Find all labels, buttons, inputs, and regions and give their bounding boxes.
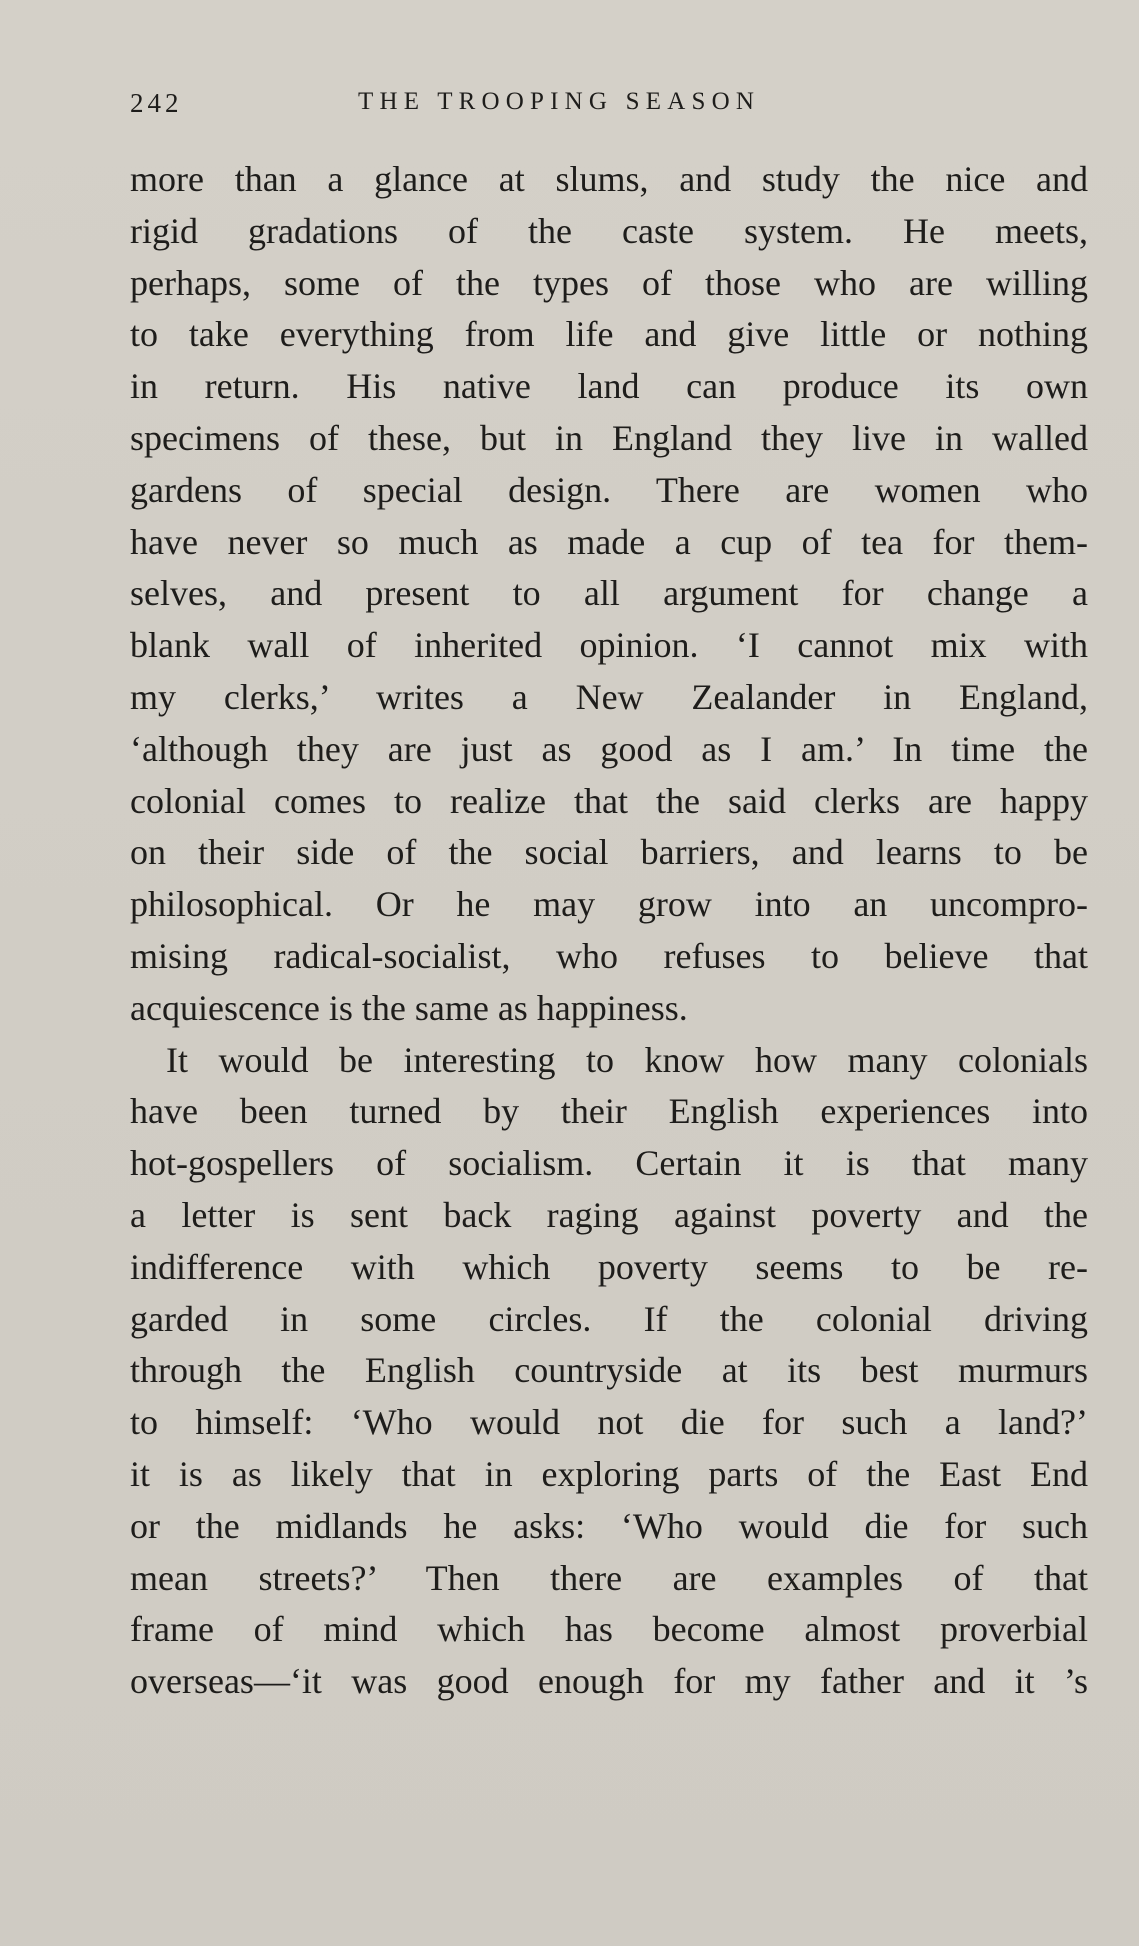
text-line: to himself: ‘Who would not die for such a land?’ [130, 1402, 1088, 1443]
text-line: overseas—‘it was good enough for my father and it ’s [130, 1661, 1088, 1702]
text-line: on their side of the social barriers, and learns to be [130, 832, 1088, 873]
paragraph-start-line: It would be interesting to know how many colonials [166, 1039, 1088, 1080]
text-line: a letter is sent back raging against poverty and the [130, 1194, 1088, 1235]
text-line: garded in some circles. If the colonial driving [130, 1298, 1088, 1339]
text-line: indifference with which poverty seems to be re- [130, 1246, 1088, 1287]
text-line: gardens of special design. There are women who [130, 469, 1088, 510]
text-line: acquiescence is the same as happiness. [130, 987, 688, 1028]
text-line: hot-gospellers of socialism. Certain it is that many [130, 1143, 1088, 1184]
text-line: frame of mind which has become almost proverbial [130, 1609, 1088, 1650]
text-line: have been turned by their English experiences into [130, 1091, 1088, 1132]
text-line: specimens of these, but in England they live in walled [130, 417, 1088, 458]
text-line: rigid gradations of the caste system. He meets, [130, 210, 1088, 251]
text-line: or the midlands he asks: ‘Who would die for such [130, 1505, 1088, 1546]
text-line: to take everything from life and give little or nothing [130, 314, 1088, 355]
text-line: my clerks,’ writes a New Zealander in England, [130, 676, 1088, 717]
text-line: it is as likely that in exploring parts of the East End [130, 1453, 1088, 1494]
page-number: 242 [130, 88, 183, 118]
text-line: colonial comes to realize that the said clerks are happy [130, 780, 1088, 821]
text-line: ‘although they are just as good as I am.’ In time the [130, 728, 1088, 769]
running-head [130, 88, 1088, 128]
text-line: blank wall of inherited opinion. ‘I cannot mix with [130, 625, 1088, 666]
text-line: through the English countryside at its best murmurs [130, 1350, 1088, 1391]
text-line: perhaps, some of the types of those who are willing [130, 262, 1088, 303]
text-line: selves, and present to all argument for change a [130, 573, 1088, 614]
text-line: mising radical-socialist, who refuses to believe that [130, 935, 1088, 976]
text-line: mean streets?’ Then there are examples of that [130, 1557, 1088, 1598]
text-line: have never so much as made a cup of tea for them- [130, 521, 1088, 562]
running-title: THE TROOPING SEASON [358, 88, 761, 115]
body-text [130, 154, 1088, 1708]
text-line: more than a glance at slums, and study the nice and [130, 159, 1088, 199]
text-line: philosophical. Or he may grow into an uncompro- [130, 884, 1088, 925]
text-line: in return. His native land can produce its own [130, 366, 1088, 407]
